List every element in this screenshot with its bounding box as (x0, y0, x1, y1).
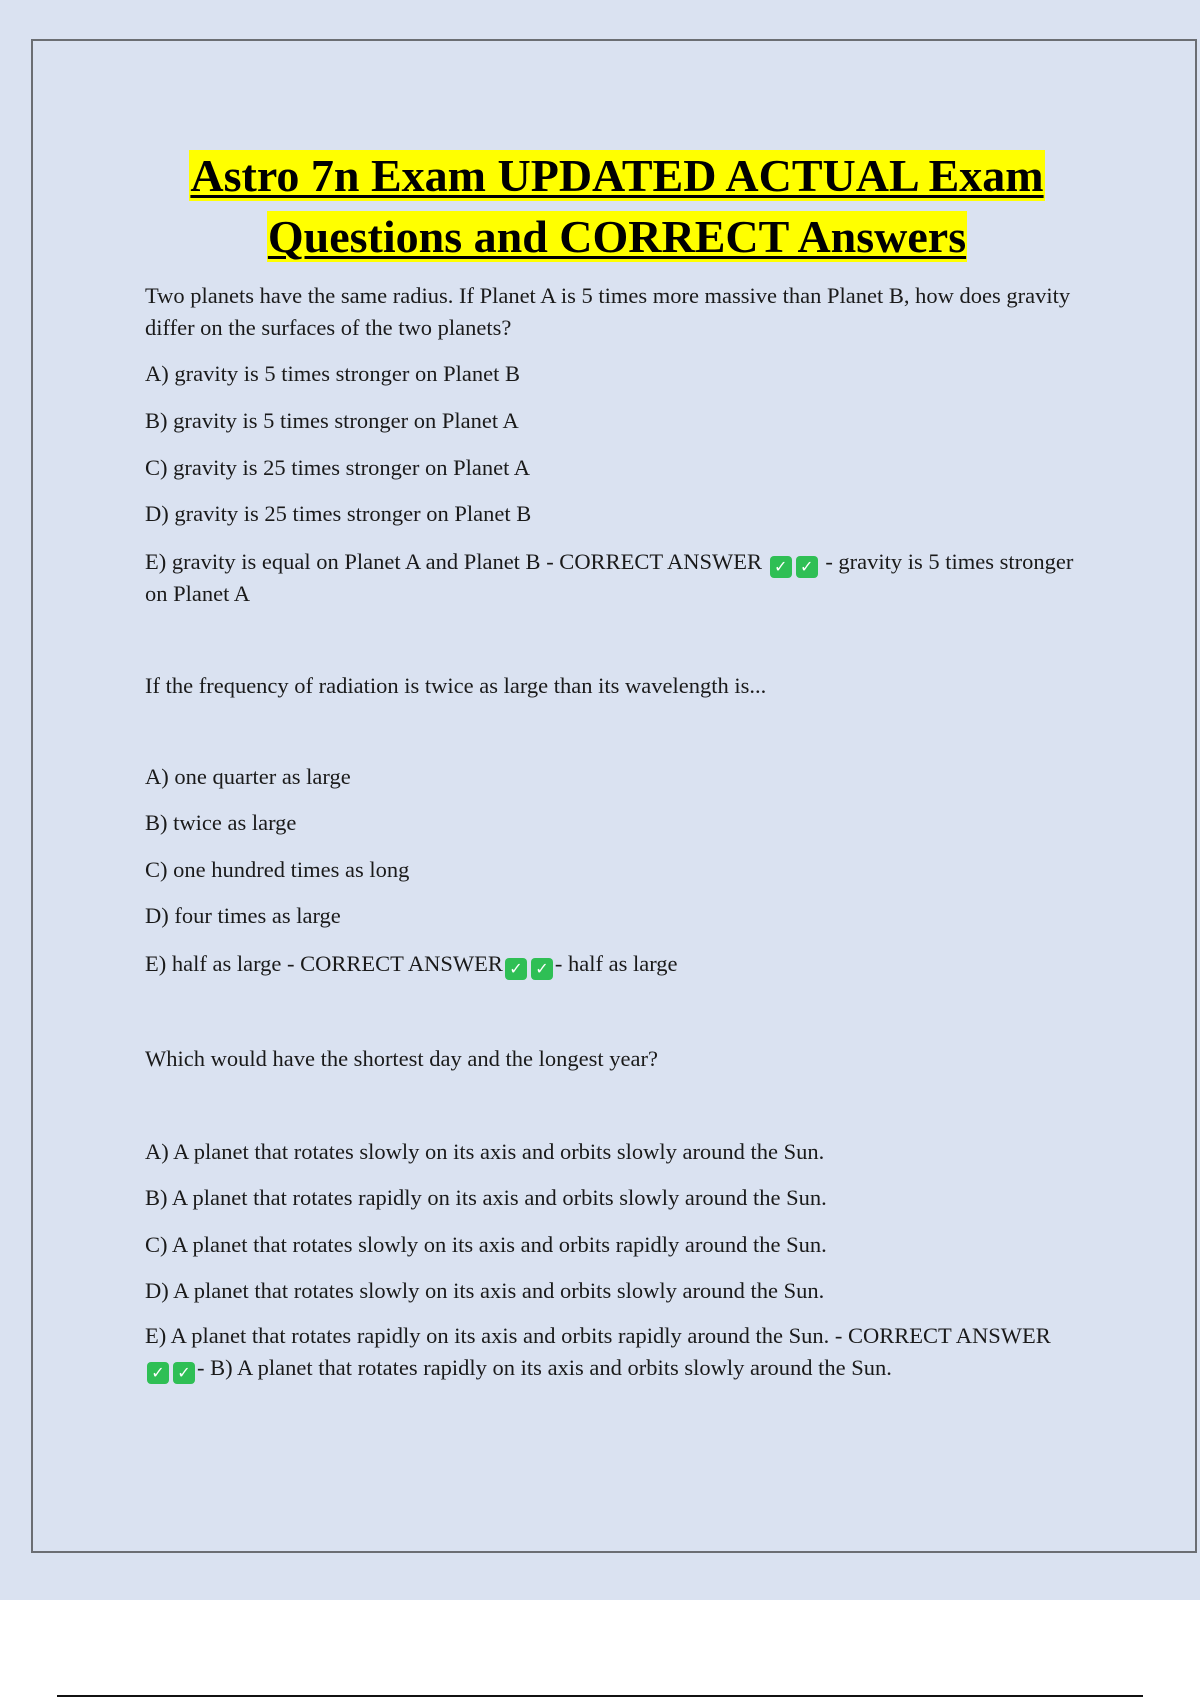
question-2-option-e (145, 948, 1075, 980)
question-1-prompt: Two planets have the same radius. If Planet A is 5 times more massive than Planet B, how does gravity differ on the surfaces of the two planets? (145, 283, 1071, 340)
question-3-option-e-text: E) A planet that rotates rapidly on its axis and orbits rapidly around the Sun. - CORRECT ANSWER (145, 1323, 1051, 1348)
question-2-option-e-text: E) half as large - CORRECT ANSWER (145, 951, 503, 976)
check-mark-icon: ✓ (770, 556, 792, 578)
question-1-answer: - gravity is 5 times stronger on Planet A (145, 549, 1074, 606)
question-3-prompt: Which would have the shortest day and the longest year? (145, 1046, 658, 1071)
title-line-2: Questions and CORRECT Answers (267, 211, 967, 262)
document-title (0, 145, 1200, 267)
check-mark-icon: ✓ (147, 1362, 169, 1384)
title-line-1: Astro 7n Exam UPDATED ACTUAL Exam (190, 150, 1044, 201)
question-2-option-c: C) one hundred times as long (145, 857, 410, 882)
question-1-option-b: B) gravity is 5 times stronger on Planet A (145, 408, 519, 433)
question-1-option-e (145, 546, 1075, 610)
question-3-option-c: C) A planet that rotates slowly on its axis and orbits rapidly around the Sun. (145, 1232, 827, 1257)
question-1-option-c: C) gravity is 25 times stronger on Planet A (145, 455, 530, 480)
check-mark-icon: ✓ (173, 1362, 195, 1384)
question-3-option-e (145, 1320, 1075, 1384)
question-3-option-a: A) A planet that rotates slowly on its axis and orbits slowly around the Sun. (145, 1139, 825, 1164)
question-2-option-b: B) twice as large (145, 810, 297, 835)
question-2-option-a: A) one quarter as large (145, 764, 351, 789)
question-2-prompt: If the frequency of radiation is twice as large than its wavelength is... (145, 673, 767, 698)
question-2-option-d: D) four times as large (145, 903, 341, 928)
check-mark-icon: ✓ (505, 958, 527, 980)
check-mark-icon: ✓ (796, 556, 818, 578)
question-1-option-e-text: E) gravity is equal on Planet A and Planet B - CORRECT ANSWER (145, 549, 763, 574)
question-2-answer: - half as large (554, 951, 678, 976)
check-mark-icon: ✓ (531, 958, 553, 980)
question-3-answer: - B) A planet that rotates rapidly on its axis and orbits slowly around the Sun. (197, 1355, 892, 1380)
question-3-option-b: B) A planet that rotates rapidly on its axis and orbits slowly around the Sun. (145, 1185, 827, 1210)
question-1-option-d: D) gravity is 25 times stronger on Planet B (145, 501, 532, 526)
question-3-option-d: D) A planet that rotates slowly on its axis and orbits slowly around the Sun. (145, 1278, 825, 1303)
footer-rule (57, 1695, 1143, 1697)
question-1-option-a: A) gravity is 5 times stronger on Planet B (145, 361, 520, 386)
